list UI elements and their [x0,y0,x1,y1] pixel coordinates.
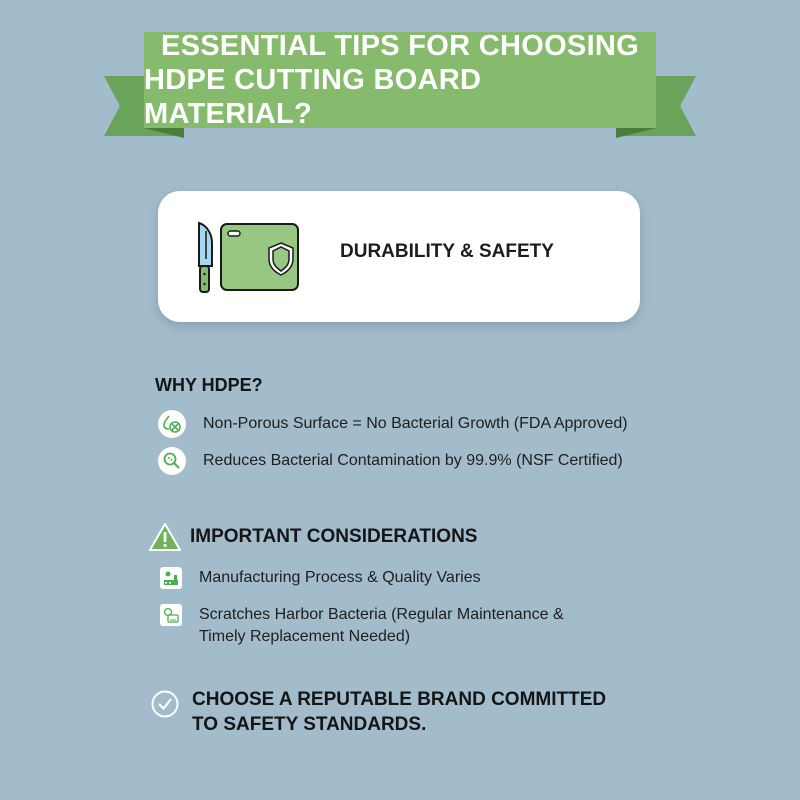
knife-and-cutting-board-shield-icon [196,221,300,298]
check-circle-icon [150,689,180,719]
banner-title-line1: ESSENTIAL TIPS FOR CHOOSING [160,30,640,62]
factory-icon [160,567,182,589]
consideration-item-text: Manufacturing Process & Quality Varies [199,569,481,586]
why-hdpe-heading: WHY HDPE? [155,375,263,395]
warning-triangle-icon [148,522,182,552]
conclusion [150,687,606,737]
conclusion-line1: CHOOSE A REPUTABLE BRAND COMMITTED [192,689,607,710]
water-drop-no-bacteria-icon [158,410,186,438]
banner-title-line2: HDPE CUTTING BOARD MATERIAL? [144,64,482,130]
title-banner [104,32,696,136]
considerations-title: IMPORTANT CONSIDERATIONS [190,526,478,547]
consideration-item-text-line1: Scratches Harbor Bacteria (Regular Maintenance & [199,606,564,623]
magnifier-bacteria-icon [158,447,186,475]
why-hdpe-item-text: Non-Porous Surface = No Bacterial Growth (FDA Approved) [203,415,628,432]
important-considerations-heading [148,522,477,552]
list-item [158,447,623,475]
list-item [158,410,628,438]
why-hdpe-item-text: Reduces Bacterial Contamination by 99.9% (NSF Certified) [203,452,623,469]
list-item [160,604,564,648]
card-title: DURABILITY & SAFETY [340,241,554,262]
list-item [160,567,481,589]
conclusion-line2: TO SAFETY STANDARDS. [192,714,427,735]
consideration-item-text-line2: Timely Replacement Needed) [199,628,411,645]
banner-main [144,32,656,128]
scratched-board-bacteria-icon [160,604,182,626]
durability-safety-card [158,191,640,322]
